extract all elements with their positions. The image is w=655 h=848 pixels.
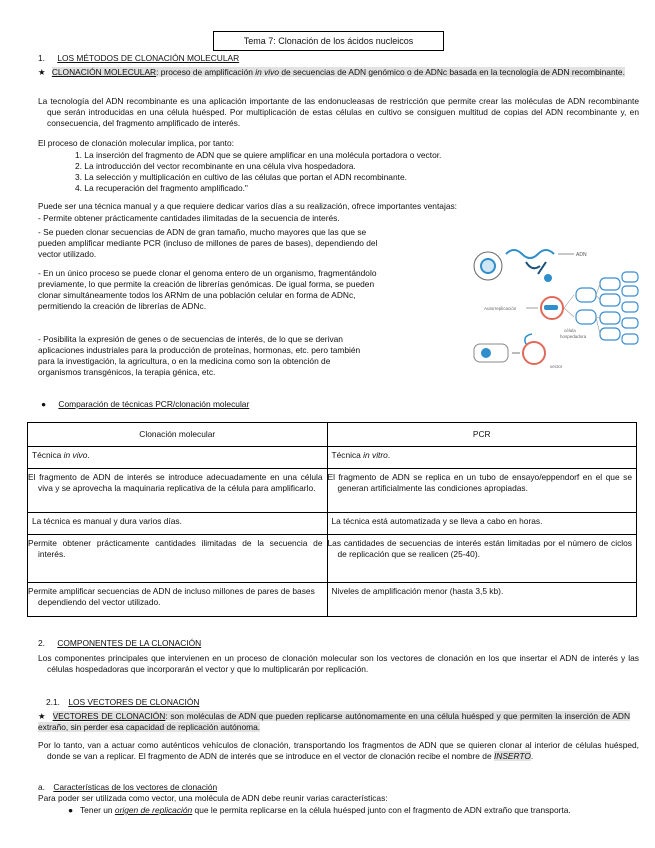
- table-row: [28, 535, 637, 583]
- list-item: 3. La selección y multiplicación en cultivo de las células que portan el ADN recombinante.: [75, 172, 407, 182]
- advantage-item: - Posibilita la expresión de genes o de secuencias de interés, de lo que se derivan aplicaciones industriales para la producción de proteínas, hormonas, etc. pero también para la investigación, la agricultura, o en la medicina como son la obtención de organismos transgénicos, la terapia génica, etc.: [38, 334, 361, 377]
- table-cell: La técnica está automatizada y se lleva a cabo en horas.: [327, 513, 637, 535]
- list-item: 2. La introducción del vector recombinante en una célula viva hospedadora.: [75, 161, 356, 171]
- comparison-title: Comparación de técnicas PCR/clonación molecular: [58, 399, 250, 409]
- dna-fragment-icon: [474, 250, 554, 281]
- table-row: [28, 469, 637, 513]
- table-cell: Las cantidades de secuencias de interés están limitadas por el número de ciclos de replicación que se realicen (25-40).: [327, 535, 637, 583]
- process-steps: [75, 150, 615, 194]
- section-number: 2.: [38, 638, 45, 648]
- page-title: Tema 7: Clonación de los ácidos nucleicos: [213, 31, 444, 51]
- table-row: [28, 513, 637, 535]
- subsection-a-intro: Para poder ser utilizada como vector, una molécula de ADN debe reunir varias características:: [38, 793, 388, 803]
- section-title: LOS MÉTODOS DE CLONACIÓN MOLECULAR: [57, 53, 240, 63]
- star-icon: ★: [38, 711, 46, 721]
- table-header: PCR: [327, 423, 637, 447]
- figure-label-auto: Autorreplicación: [484, 306, 517, 311]
- table-header: Clonación molecular: [28, 423, 328, 447]
- definition-clonacion: ★ CLONACIÓN MOLECULAR: proceso de amplificación in vivo de secuencias de ADN genómico o de ADNc basada en la tecnología de ADN recombinante.: [38, 67, 625, 77]
- table-cell: Niveles de amplificación menor (hasta 3,5 kb).: [327, 583, 637, 617]
- figure-label-celula: célula: [564, 328, 576, 333]
- table-row: [28, 447, 637, 469]
- characteristic-item: ● Tener un origen de replicación que le permita replicarse en la célula huésped junto con el fragmento de ADN extraño que transporta.: [68, 805, 571, 815]
- section-number: 2.1.: [46, 697, 60, 707]
- definition-term: CLONACIÓN MOLECULAR: [51, 67, 157, 77]
- table-cell: Técnica in vitro.: [327, 447, 637, 469]
- table-cell: El fragmento de ADN de interés se introduce adecuadamente en una célula viva y se aprovecha la maquinaria replicativa de la célula para amplificarlo.: [28, 469, 328, 513]
- advantage-item: - Se pueden clonar secuencias de ADN de gran tamaño, mucho mayores que las que se pueden amplificar mediante PCR (incluso de millones de pares de bases), dependiendo del vector utilizado.: [38, 227, 378, 259]
- comparison-heading: [41, 399, 249, 410]
- list-item: 4. La recuperación del fragmento amplificado.": [75, 183, 248, 193]
- table-cell: El fragmento de ADN se replica en un tubo de ensayo/eppendorf en el que se generan artificialmente las condiciones apropiadas.: [327, 469, 637, 513]
- table-header-row: [28, 423, 637, 447]
- definition-term: VECTORES DE CLONACIÓN: [52, 711, 166, 721]
- definition-vectores: ★ VECTORES DE CLONACIÓN: son moléculas de ADN que pueden replicarse autónomamente en una célula huésped y que permiten la inserción de ADN extraño, sin perder esa capacidad de replicación autónoma.: [38, 711, 631, 732]
- origen-term: origen de replicación: [114, 805, 193, 815]
- inserto-term: INSERTO: [493, 751, 531, 761]
- section-21-paragraph: Por lo tanto, van a actuar como auténticos vehículos de clonación, transportando los fragmentos de ADN que se quieren clonar al interior de células huésped, donde se van a replicar. El fragmento de ADN de interés que se introduce en el vector de clonación recibe el nombre de INSERTO.: [38, 740, 639, 761]
- table-cell: La técnica es manual y dura varios días.: [28, 513, 328, 535]
- cloning-figure: [466, 232, 641, 392]
- section-1-heading: [38, 53, 239, 64]
- section-title: LOS VECTORES DE CLONACIÓN: [68, 697, 200, 707]
- intro-paragraph: La tecnología del ADN recombinante es una aplicación importante de las endonucleasas de restricción que permite crear las moléculas de ADN recombinante que serán introducidas en una célula huésped. Por multiplicación de estas células en cultivo se consiguen multitud de copias del ADN recombinante y, en consecuencia, del fragmento amplificado de interés.: [38, 96, 639, 128]
- host-cell-icon: [541, 297, 563, 319]
- table-cell: Permite obtener prácticamente cantidades ilimitadas de la secuencia de interés.: [28, 535, 328, 583]
- section-title: COMPONENTES DE LA CLONACIÓN: [57, 638, 202, 648]
- list-item: 1. La inserción del fragmento de ADN que se quiere amplificar en una molécula portadora o vector.: [75, 150, 442, 160]
- comparison-table: [27, 422, 637, 617]
- vector-cell-icon: [474, 334, 545, 364]
- figure-label-adn: ADN: [576, 252, 587, 258]
- section-2-heading: [38, 638, 201, 649]
- process-intro: El proceso de clonación molecular implica, por tanto:: [38, 138, 234, 148]
- section-number: 1.: [38, 53, 45, 63]
- bullet-icon: ●: [41, 399, 47, 409]
- star-icon: ★: [38, 67, 46, 77]
- subsection-title: Características de los vectores de clonación: [53, 782, 218, 792]
- subsection-a-heading: [38, 782, 217, 793]
- advantage-item: - En un único proceso se puede clonar el genoma entero de un organismo, fragmentándolo previamente, lo que permite la creación de librerías genómicas. De igual forma, se pueden clonar simultáneamente todos los ARNm de una población celular en forma de ADNc, permitiendo la creación de librerías de ADNc.: [38, 268, 377, 311]
- figure-label-hospedadora: hospedadora: [560, 334, 587, 339]
- section-2-paragraph: Los componentes principales que intervienen en un proceso de clonación molecular son los vectores de clonación en los que insertar el ADN de interés y las células hospedadoras que incorporarán el vector y que lo multiplicarán por replicación.: [38, 653, 639, 674]
- table-row: [28, 583, 637, 617]
- bullet-icon: ●: [68, 805, 74, 815]
- advantage-item: - Permite obtener prácticamente cantidades ilimitadas de la secuencia de interés.: [38, 213, 340, 223]
- table-cell: Permite amplificar secuencias de ADN de incluso millones de pares de bases dependiendo del vector utilizado.: [28, 583, 328, 617]
- section-21-heading: [46, 697, 199, 708]
- table-cell: Técnica in vivo.: [28, 447, 328, 469]
- advantages-intro: Puede ser una técnica manual y a que requiere dedicar varios días a su realización, ofrece importantes ventajas:: [38, 201, 457, 211]
- subsection-letter: a.: [38, 782, 45, 792]
- figure-label-vector: vector: [550, 364, 563, 369]
